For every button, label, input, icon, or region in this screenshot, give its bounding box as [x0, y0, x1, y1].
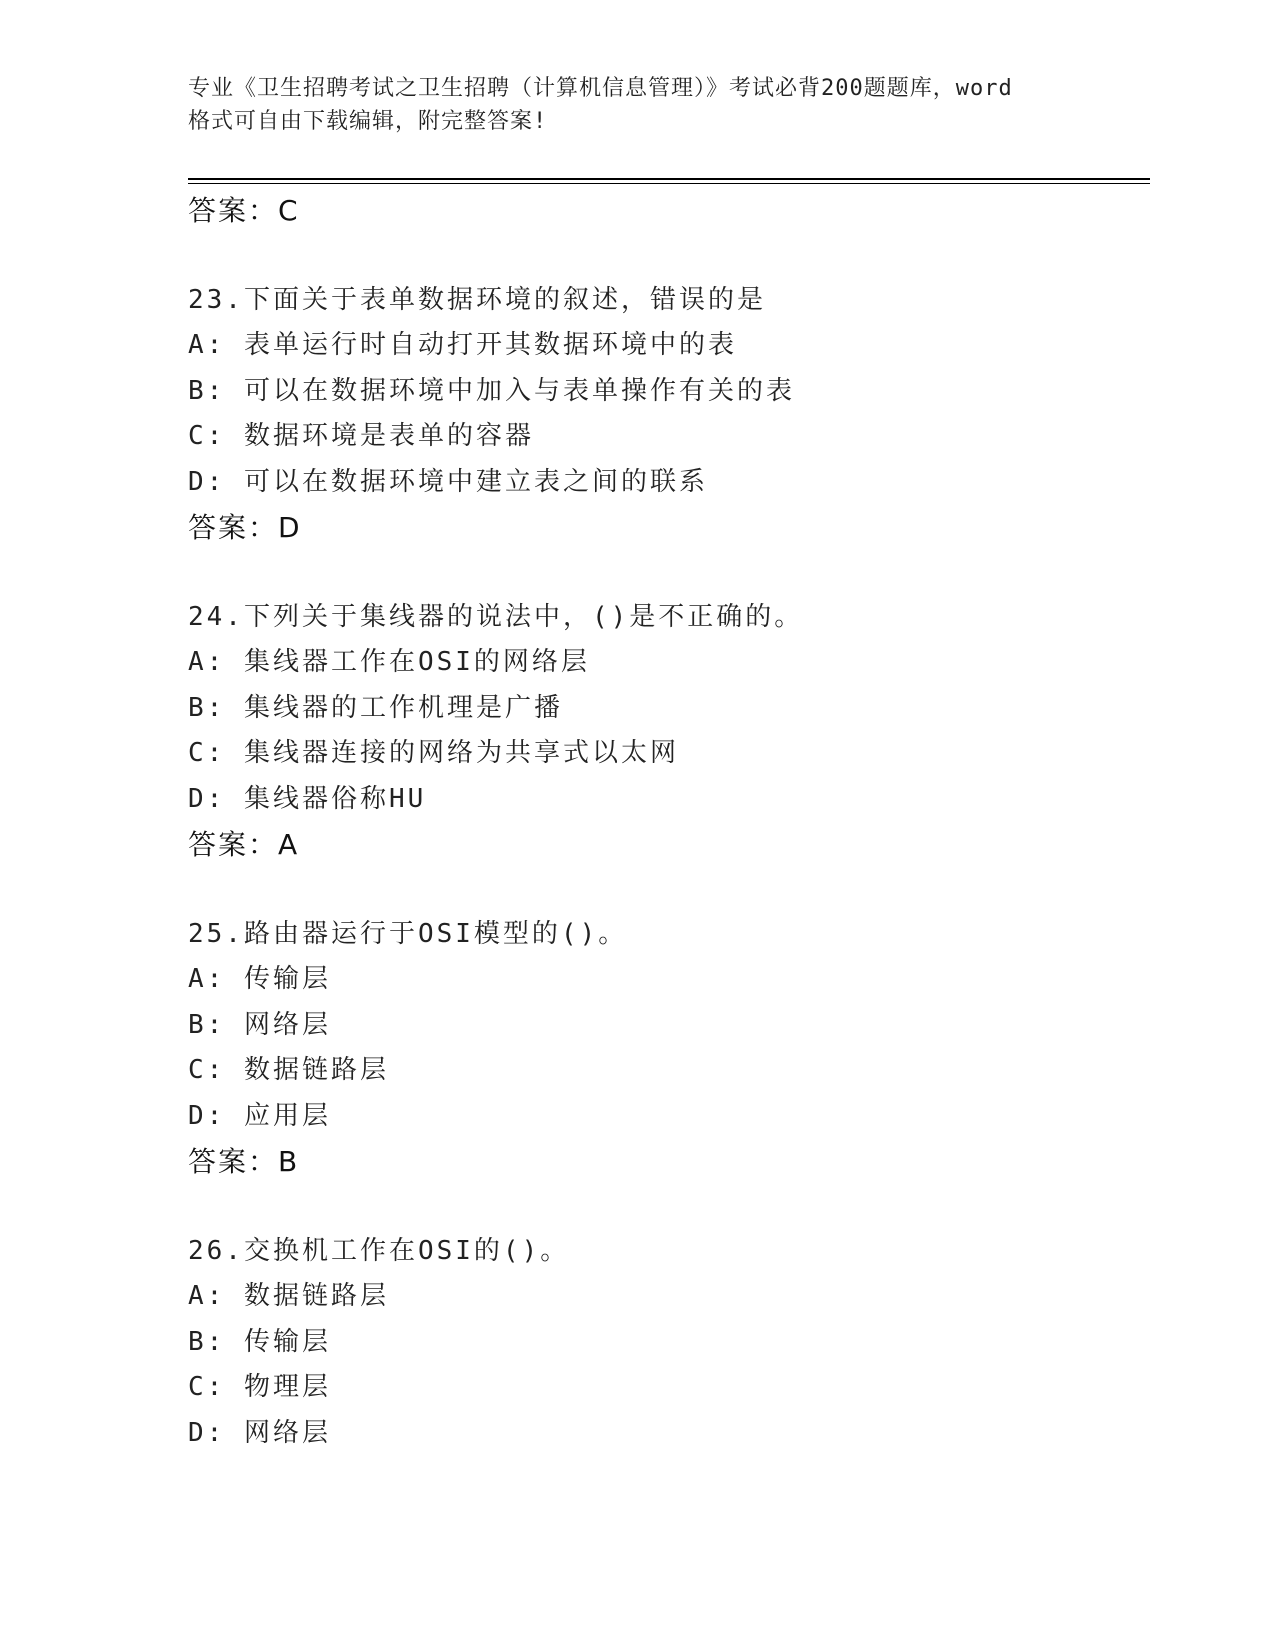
question-list	[188, 188, 1150, 1456]
spacer	[188, 1185, 1150, 1229]
option-a: A: 数据链路层	[188, 1281, 389, 1311]
option-d: D: 网络层	[188, 1417, 331, 1448]
option-b: B: 集线器的工作机理是广播	[188, 692, 563, 723]
header-divider-thick	[188, 178, 1150, 180]
spacer	[188, 868, 1150, 912]
answer-line: 答案：B	[188, 1145, 300, 1178]
header-divider-thin	[188, 183, 1150, 184]
option-c: C: 数据链路层	[188, 1055, 389, 1085]
option-b: B: 网络层	[188, 1009, 331, 1040]
header-line-1: 专业《卫生招聘考试之卫生招聘（计算机信息管理）》考试必背200题题库，word	[188, 76, 1013, 101]
question-stem: 24.下列关于集线器的说法中，()是不正确的。	[188, 601, 804, 632]
option-d: D: 集线器俗称HU	[188, 783, 427, 814]
option-a: A: 传输层	[188, 964, 331, 994]
option-c: C: 集线器连接的网络为共享式以太网	[188, 738, 679, 768]
spacer	[188, 234, 1150, 278]
option-d: D: 应用层	[188, 1100, 331, 1131]
option-c: C: 数据环境是表单的容器	[188, 421, 534, 451]
question-stem: 25.路由器运行于OSI模型的()。	[188, 918, 628, 949]
option-b: B: 可以在数据环境中加入与表单操作有关的表	[188, 375, 795, 406]
option-b: B: 传输层	[188, 1326, 331, 1357]
header-line-2: 格式可自由下载编辑，附完整答案!	[188, 109, 548, 134]
question-block	[188, 595, 1150, 868]
question-block	[188, 278, 1150, 551]
document-header	[188, 72, 1098, 138]
option-a: A: 表单运行时自动打开其数据环境中的表	[188, 330, 737, 360]
answer-line: 答案：C	[188, 194, 300, 227]
answer-line: 答案：A	[188, 828, 300, 861]
question-stem: 26.交换机工作在OSI的()。	[188, 1235, 570, 1266]
spacer	[188, 551, 1150, 595]
question-stem: 23.下面关于表单数据环境的叙述，错误的是	[188, 284, 766, 315]
option-c: C: 物理层	[188, 1372, 331, 1402]
option-d: D: 可以在数据环境中建立表之间的联系	[188, 466, 708, 497]
answer-line: 答案：D	[188, 511, 302, 544]
option-a: A: 集线器工作在OSI的网络层	[188, 647, 590, 677]
question-block	[188, 912, 1150, 1185]
question-block	[188, 1229, 1150, 1457]
